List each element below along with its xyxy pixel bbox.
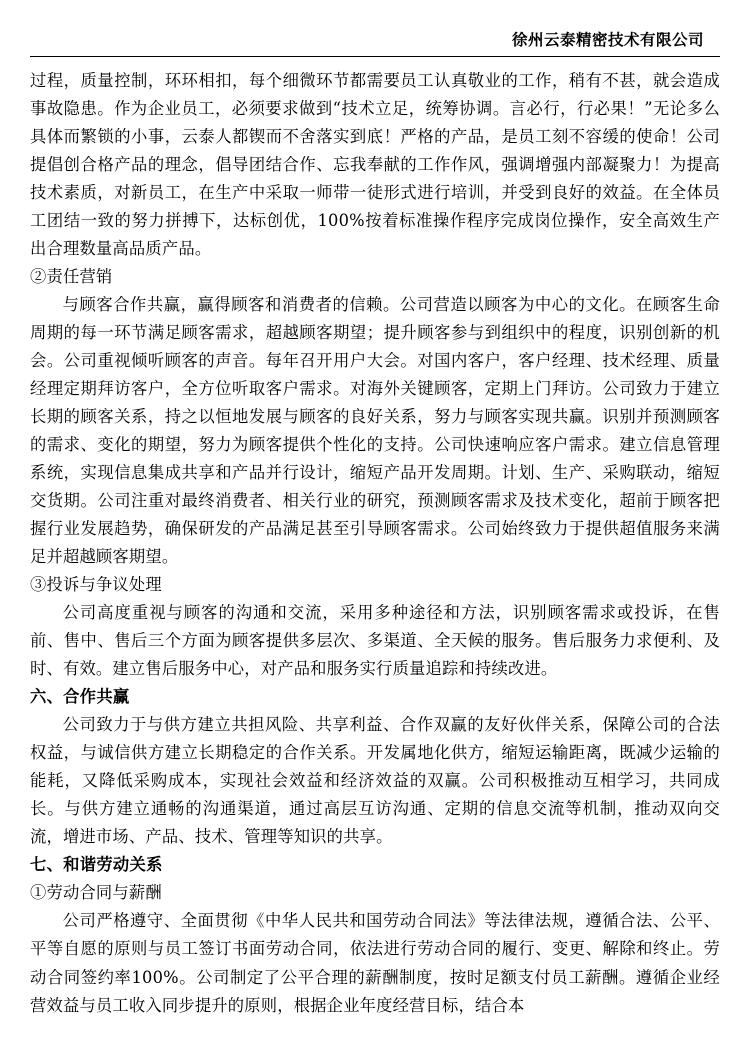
page-header-company: 徐州云泰精密技术有限公司 — [511, 31, 704, 49]
section-title-cooperation: 六、合作共赢 — [30, 687, 130, 707]
section-title-labor-relations: 七、和谐劳动关系 — [30, 855, 163, 875]
subsection-title-labor-contract: ①劳动合同与薪酬 — [30, 883, 162, 903]
paragraph-continued: 过程，质量控制，环环相扣，每个细微环节都需要员工认真敬业的工作，稍有不甚，就会造成事故隐患。作为企业员工，必须要求做到“技术立足，统筹协调。言必行，行必果！”无论多么具体而繁锁的小事，云泰人都锲而不舍落实到底！严格的产品，是员工刻不容缓的使命！公司提倡创合格产品的理念，倡导团结合作、忘我奉献的工作作风，强调增强内部凝聚力！为提高技术素质，对新员工，在生产中采取一师带一徒形式进行培训，并受到良好的效益。在全体员工团结一致的努力拼搏下，达标创优，100%按着标准操作程序完成岗位操作，安全高效生产出合理数量高品质产品。 — [30, 71, 720, 259]
subsection-title-responsible-marketing: ②责任营销 — [30, 267, 113, 287]
document-body — [30, 67, 720, 1020]
subsection-title-complaints: ③投诉与争议处理 — [30, 575, 162, 595]
paragraph-labor-contract: 公司严格遵守、全面贯彻《中华人民共和国劳动合同法》等法律法规，遵循合法、公平、平等自愿的原则与员工签订书面劳动合同，依法进行劳动合同的履行、变更、解除和终止。劳动合同签约率100%。公司制定了公平合理的薪酬制度，按时足额支付员工薪酬。遵循企业经营效益与员工收入同步提升的原则，根据企业年度经营目标，结合本 — [30, 911, 720, 1015]
paragraph-complaints: 公司高度重视与顾客的沟通和交流，采用多种途径和方法，识别顾客需求或投诉，在售前、售中、售后三个方面为顾客提供多层次、多渠道、全天候的服务。售后服务力求便利、及时、有效。建立售后服务中心，对产品和服务实行质量追踪和持续改进。 — [30, 603, 720, 679]
paragraph-cooperation: 公司致力于与供方建立共担风险、共享利益、合作双赢的友好伙伴关系，保障公司的合法权益，与诚信供方建立长期稳定的合作关系。开发属地化供方，缩短运输距离，既减少运输的能耗，又降低采购成本，实现社会效益和经济效益的双赢。公司积极推动互相学习，共同成长。与供方建立通畅的沟通渠道，通过高层互访沟通、定期的信息交流等机制，推动双向交流，增进市场、产品、技术、管理等知识的共享。 — [30, 715, 720, 847]
paragraph-responsible-marketing: 与顾客合作共赢，赢得顾客和消费者的信赖。公司营造以顾客为中心的文化。在顾客生命周期的每一环节满足顾客需求，超越顾客期望；提升顾客参与到组织中的程度，识别创新的机会。公司重视倾听顾客的声音。每年召开用户大会。对国内客户，客户经理、技术经理、质量经理定期拜访客户，全方位听取客户需求。对海外关键顾客，定期上门拜访。公司致力于建立长期的顾客关系，持之以恒地发展与顾客的良好关系，努力与顾客实现共赢。识别并预测顾客的需求、变化的期望，努力为顾客提供个性化的支持。公司快速响应客户需求。建立信息管理系统，实现信息集成共享和产品并行设计，缩短产品开发周期。计划、生产、采购联动，缩短交货期。公司注重对最终消费者、相关行业的研究，预测顾客需求及技术变化，超前于顾客把握行业发展趋势，确保研发的产品满足甚至引导顾客需求。公司始终致力于提供超值服务来满足并超越顾客期望。 — [30, 295, 720, 567]
header-divider — [30, 56, 720, 57]
